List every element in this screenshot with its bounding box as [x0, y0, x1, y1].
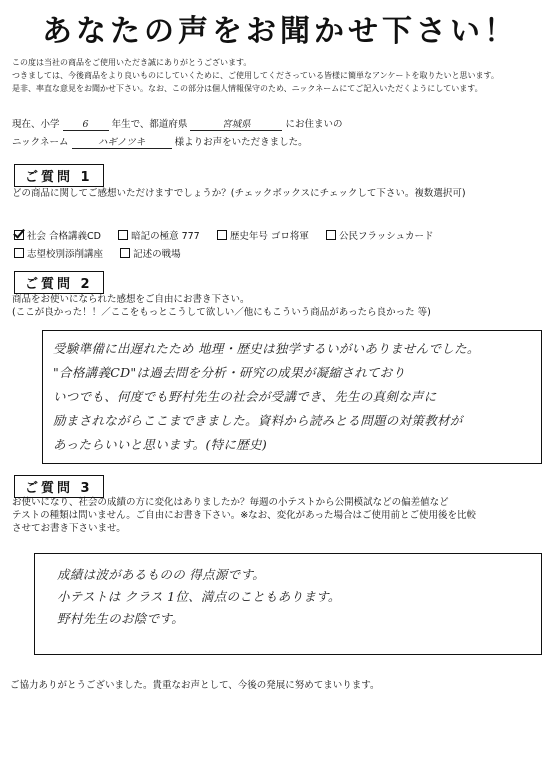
checkbox-icon[interactable] [118, 230, 128, 240]
answer-line: "合格講義CD"は過去問を分析・研究の成果が凝縮されており [53, 365, 406, 380]
question-3-text: お使いになり、社会の成績の方に変化はありましたか？毎週の小テストから公開模試などの偏差値など テストの種類は問いません。ご自由にお書き下さい。※なお、変化があった場合はご使用前とご使用後を比較 させてお書き下さいませ。 [12, 497, 477, 534]
option-kijutsu[interactable]: 記述の戦場 [120, 249, 181, 260]
option-gokaku-cd[interactable]: 社会 合格講義CD [14, 231, 101, 242]
intro-line: この度は当社の商品をご使用いただき誠にありがとうございます。 [12, 58, 252, 67]
nickname-field[interactable]: ハギノツキ [72, 134, 172, 149]
grade-field[interactable]: 6 [63, 119, 109, 131]
footer-thanks: ご協力ありがとうございました。貴重なお声として、今後の発展に努めてまいります。 [10, 680, 380, 691]
intro-text [12, 56, 552, 95]
answer-line: 受験準備に出遅れたため 地理・歴史は独学するいがいありませんでした。 [53, 341, 480, 356]
answer-box-3[interactable] [34, 553, 542, 655]
checkbox-icon[interactable] [217, 230, 227, 240]
checkbox-icon[interactable] [120, 248, 130, 258]
option-flash-card[interactable]: 公民フラッシュカード [326, 231, 434, 242]
checkbox-checked-icon[interactable] [14, 230, 24, 240]
option-goro-shogun[interactable]: 歴史年号 ゴロ将軍 [217, 231, 309, 242]
answer-box-2[interactable] [42, 330, 542, 464]
question-1-text: どの商品に関してご感想いただけますでしょうか？(チェックボックスにチェックして下さい。複数選択可) [12, 188, 466, 199]
page-title: あなたの声をお聞かせ下さい！ [42, 14, 518, 49]
question-1-label: ご質問 1 [14, 164, 104, 187]
question-3-label: ご質問 3 [14, 475, 104, 498]
profile-line-1: 現在、小学 6 年生で、都道府県 宮城県 にお住まいの [12, 116, 342, 131]
prefecture-field[interactable]: 宮城県 [190, 116, 282, 131]
checkbox-icon[interactable] [326, 230, 336, 240]
q1-options-row-2 [14, 242, 193, 261]
question-2-text: 商品をお使いになられた感想をご自由にお書き下さい。 (ここが良かった！！／ここをもっとこうして欲しい／他にもこういう商品があったら良かった 等) [12, 294, 431, 318]
option-anki-777[interactable]: 暗記の極意 777 [118, 231, 200, 242]
answer-line: 野村先生のお陰です。 [57, 611, 185, 626]
intro-line: つきましては、今後商品をより良いものにしていくために、ご使用してくださっている皆様に簡単なアンケートを取りたいと思います。 [12, 71, 499, 80]
answer-line: 小テストは クラス 1位、満点のこともあります。 [57, 589, 341, 604]
option-tensaku-koza[interactable]: 志望校別添削講座 [14, 249, 103, 260]
checkbox-icon[interactable] [14, 248, 24, 258]
profile-line-2: ニックネーム ハギノツキ 様よりお声をいただきました。 [12, 134, 308, 149]
question-2-label: ご質問 2 [14, 271, 104, 294]
intro-line: 是非、率直な意見をお聞かせ下さい。なお、この部分は個人情報保守のため、ニックネームにてご記入いただくようにしています。 [12, 84, 483, 93]
answer-line: あったらいいと思います。(特に歴史) [53, 437, 268, 452]
answer-line: 成績は波があるものの 得点源です。 [57, 567, 266, 582]
q1-options-row-1 [14, 224, 446, 243]
answer-line: 励まされながらここまできました。資料から読みとる問題の対策教材が [53, 413, 463, 428]
answer-line: いつでも、何度でも野村先生の社会が受講でき、先生の真剣な声に [53, 389, 437, 404]
